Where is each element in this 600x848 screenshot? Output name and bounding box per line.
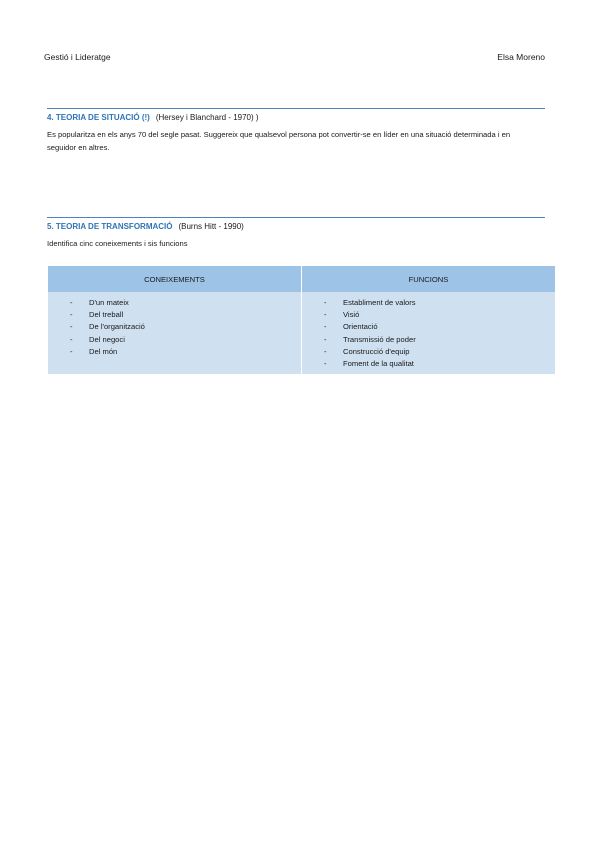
list-item: - Transmissió de poder bbox=[324, 334, 416, 344]
list-item: - Establiment de valors bbox=[324, 298, 416, 307]
list-item: - Del treball bbox=[70, 310, 124, 320]
knowledge-functions-table bbox=[48, 266, 555, 374]
funcions-cell bbox=[302, 292, 556, 374]
section-heading bbox=[47, 113, 545, 122]
list-item: - Visió bbox=[324, 310, 360, 320]
section-text: Identifica cinc coneixements i sis funcions bbox=[47, 239, 188, 248]
header-author: Elsa Moreno bbox=[497, 52, 545, 62]
list-item: - Orientació bbox=[324, 322, 378, 332]
section-authors: (Hersey i Blanchard - 1970) ) bbox=[155, 113, 259, 122]
column-header-funcions: FUNCIONS bbox=[302, 266, 556, 292]
list-item: - De l'organització bbox=[70, 322, 145, 332]
table-header-row bbox=[48, 266, 555, 292]
table-row bbox=[48, 292, 555, 374]
list-item: - D'un mateix bbox=[70, 298, 129, 307]
column-header-coneixements: CONEIXEMENTS bbox=[48, 266, 302, 292]
section-transformacio bbox=[47, 217, 545, 250]
coneixements-cell bbox=[48, 292, 302, 374]
section-authors: (Burns Hitt - 1990) bbox=[178, 222, 244, 231]
header-course-title: Gestió i Lideratge bbox=[44, 52, 111, 62]
section-divider bbox=[47, 217, 545, 218]
list-item: - Del negoci bbox=[70, 334, 125, 344]
section-heading bbox=[47, 222, 545, 231]
section-divider bbox=[47, 108, 545, 109]
list-item: - Foment de la qualitat bbox=[324, 358, 414, 368]
section-situacio bbox=[47, 108, 545, 154]
section-title: 4. TEORIA DE SITUACIÓ (!) bbox=[47, 113, 150, 122]
section-text: Es popularitza en els anys 70 del segle pasat. Suggereix que qualsevol persona pot convertir-se en líder en una situació determinada i en seguidor en altres. bbox=[47, 130, 511, 152]
section-title: 5. TEORIA DE TRANSFORMACIÓ bbox=[47, 222, 173, 231]
list-item: - Construcció d'equip bbox=[324, 346, 410, 356]
list-item: - Del món bbox=[70, 346, 118, 356]
